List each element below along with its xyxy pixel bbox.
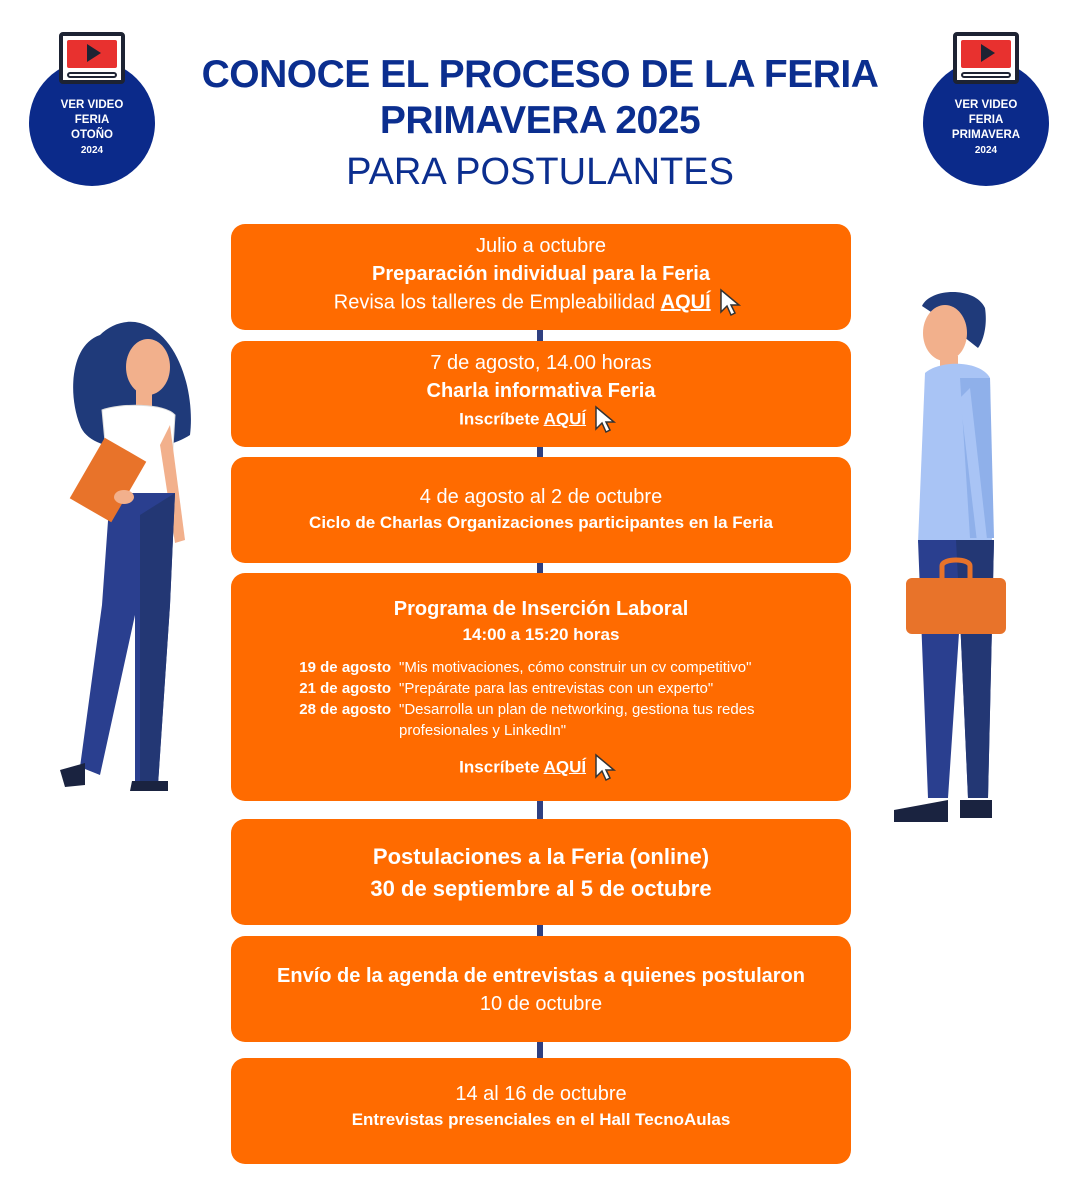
step-text: Revisa los talleres de Empleabilidad [333, 291, 656, 314]
session-date: 19 de agosto [299, 659, 391, 676]
session-row [281, 678, 851, 699]
session-topic: "Prepárate para las entrevistas con un experto" [399, 680, 714, 697]
video-otono-2024-button[interactable] [29, 60, 155, 186]
session-topic: "Desarrolla un plan de networking, gestiona tus redes profesionales y LinkedIn" [399, 701, 755, 739]
step-title: Preparación individual para la Feria [372, 263, 710, 285]
video-label-year: 2024 [80, 145, 104, 156]
step-preparacion [231, 224, 851, 330]
video-label-line: OTOÑO [71, 129, 113, 141]
video-label-line: VER VIDEO [60, 99, 124, 111]
video-screen-icon [953, 32, 1019, 84]
charla-inscripcion-link[interactable]: AQUÍ [543, 409, 587, 429]
video-screen-icon [59, 32, 125, 84]
video-primavera-2024-button[interactable] [923, 60, 1049, 186]
pointer-cursor-icon [593, 753, 623, 783]
session-list [281, 657, 851, 741]
man-illustration [890, 288, 1020, 828]
step-ciclo-charlas [231, 457, 851, 563]
session-topic: "Mis motivaciones, cómo construir un cv competitivo" [399, 659, 752, 676]
step-envio-agenda [231, 936, 851, 1042]
step-text: Inscríbete [459, 409, 540, 429]
session-row [281, 657, 851, 678]
step-charla-informativa [231, 341, 851, 447]
step-date: 4 de agosto al 2 de octubre [419, 486, 663, 508]
step-date: 14 al 16 de octubre [455, 1083, 627, 1105]
step-programa-insercion [231, 573, 851, 801]
step-title: Charla informativa Feria [426, 380, 656, 402]
page-title: CONOCE EL PROCESO DE LA FERIA PRIMAVERA 2025 [201, 53, 879, 142]
session-date: 28 de agosto [299, 701, 391, 718]
step-postulaciones [231, 819, 851, 925]
video-label-line: PRIMAVERA [951, 129, 1021, 141]
session-row [281, 699, 851, 741]
pointer-cursor-icon [593, 405, 623, 435]
step-entrevistas [231, 1058, 851, 1164]
step-date: 7 de agosto, 14.00 horas [430, 352, 652, 374]
pointer-cursor-icon [718, 288, 748, 318]
step-hours: 14:00 a 15:20 horas [462, 625, 620, 644]
step-title: Envío de la agenda de entrevistas a quienes postularon [277, 965, 805, 987]
step-date: 10 de octubre [479, 993, 603, 1015]
page-subtitle: PARA POSTULANTES [346, 151, 734, 193]
video-label-line: FERIA [74, 114, 110, 126]
video-label-line: FERIA [968, 114, 1004, 126]
step-text: Inscríbete [459, 757, 540, 777]
talleres-link[interactable]: AQUÍ [660, 291, 711, 314]
step-title: Entrevistas presenciales en el Hall TecnoAulas [351, 1110, 731, 1129]
step-date: 30 de septiembre al 5 de octubre [370, 876, 712, 901]
video-label-line: VER VIDEO [954, 99, 1018, 111]
programa-inscripcion-link[interactable]: AQUÍ [543, 757, 587, 777]
woman-illustration [40, 315, 200, 795]
step-title: Postulaciones a la Feria (online) [372, 844, 710, 869]
step-title: Ciclo de Charlas Organizaciones participantes en la Feria [309, 513, 773, 532]
step-title: Programa de Inserción Laboral [393, 598, 689, 620]
step-date: Julio a octubre [475, 235, 607, 257]
session-date: 21 de agosto [299, 680, 391, 697]
video-label-year: 2024 [974, 145, 998, 156]
